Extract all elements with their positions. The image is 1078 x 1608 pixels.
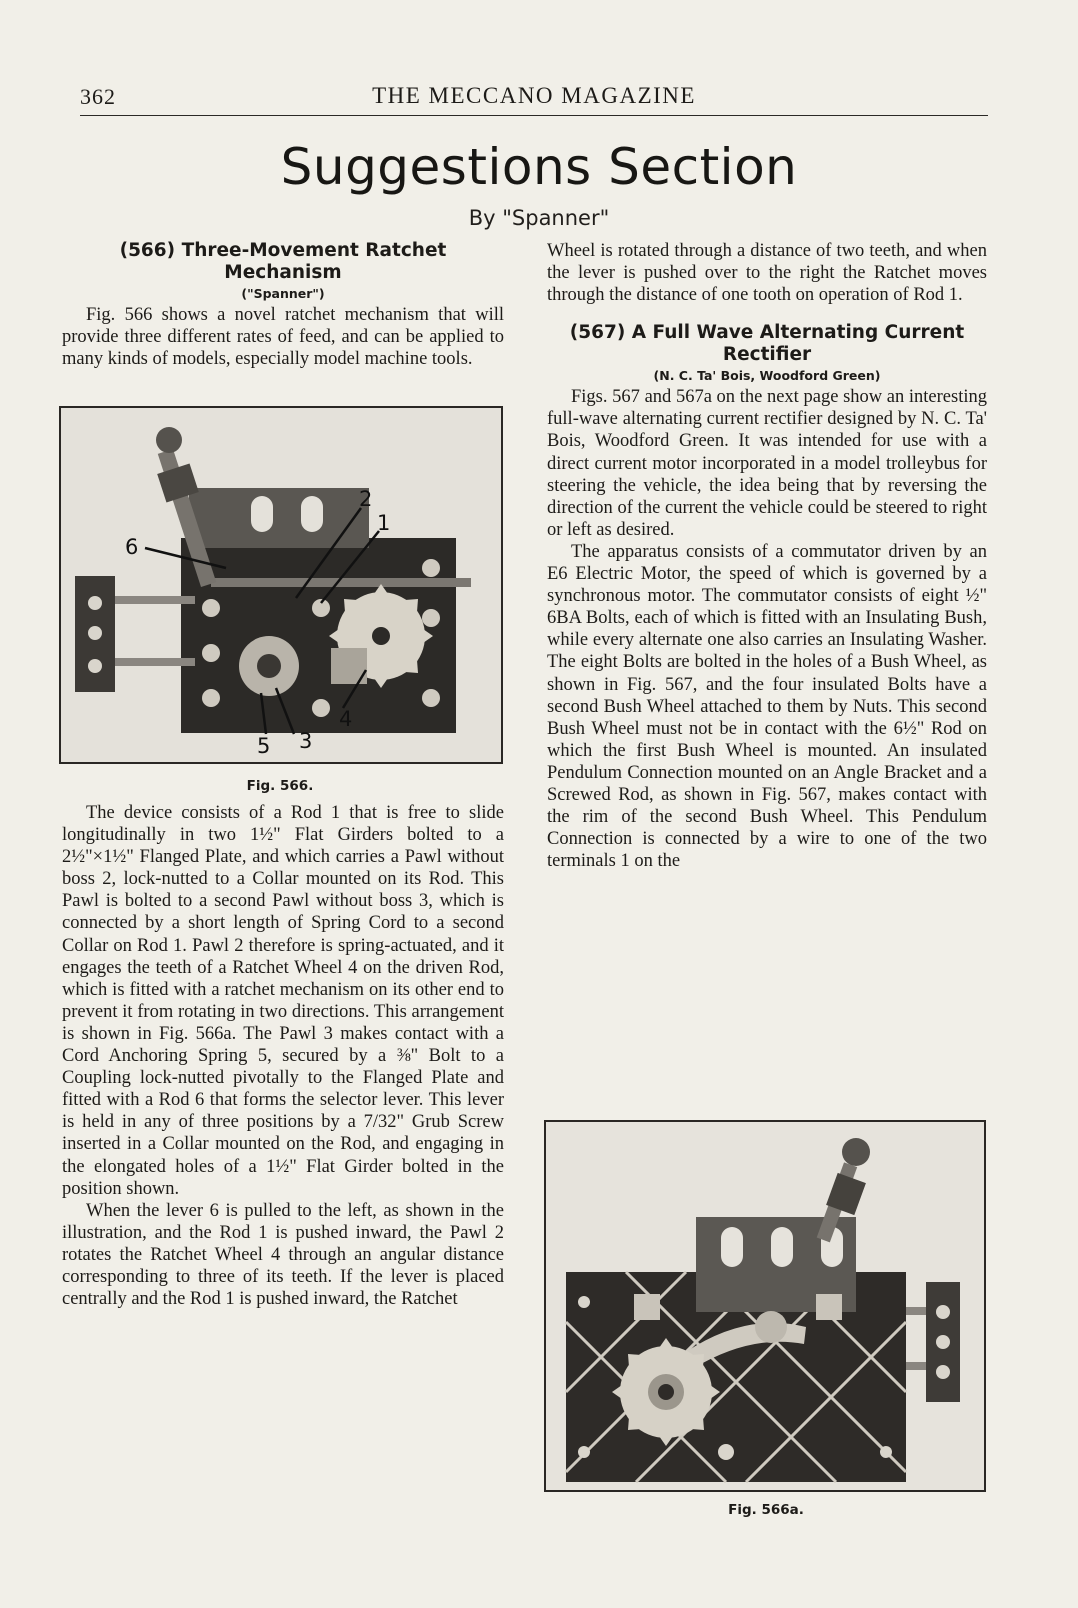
right-column bbox=[547, 240, 987, 872]
article-566-continuation: Wheel is rotated through a distance of two teeth, and when the lever is pushed over to the right the Ratchet moves through the distance of one tooth on operation of Rod 1. bbox=[547, 241, 987, 306]
article-567-body-2: The apparatus consists of a commutator driven by an E6 Electric Motor, the speed of which is governed by a synchronous motor. The commutator consists of eight ½" 6BA Bolts, each of which is fitted with an Insulating Bush, while every alternate one also carries an Insulating Washer. The eight Bolts are bolted in the holes of a Bush Wheel, as shown in Fig. 567, and the four insulated Bolts have a second Bush Wheel attached to them by Nuts. This second Bush Wheel must not be in contact with the 6½" Rod on which the first Bush Wheel is mounted. An insulated Pendulum Connection mounted on an Angle Bracket and a Screwed Rod, as shown in Fig. 567, makes contact with the rim of the second Bush Wheel. This Pendulum Connection is connected by a wire to one of the two terminals 1 on the bbox=[547, 541, 987, 872]
callout-1: 1 bbox=[377, 511, 391, 535]
figure-566-caption: Fig. 566. bbox=[246, 778, 314, 794]
figure-566-photo bbox=[59, 406, 503, 764]
article-567-body-1: Figs. 567 and 567a on the next page show an interesting full-wave alternating current rectifier designed by N. C. Ta' Bois, Woodford Green. It was intended for use with a direct current motor incorporated in a model trolleybus for steering the vehicle, the idea being that by reversing the direction of the current the vehicle could be steered to right or left as desired. bbox=[547, 387, 987, 540]
callout-4: 4 bbox=[339, 707, 353, 731]
figure-566a-caption: Fig. 566a. bbox=[728, 1502, 804, 1518]
article-567-contributor: (N. C. Ta' Bois, Woodford Green) bbox=[653, 368, 881, 384]
header-rule bbox=[80, 115, 988, 116]
callout-5: 5 bbox=[257, 734, 271, 758]
ratchet-mechanism-illustration bbox=[61, 408, 501, 762]
article-566-body-2: When the lever 6 is pulled to the left, as shown in the illustration, and the Rod 1 is pushed inward, the Pawl 2 rotates the Ratchet Wheel 4 through an angular distance corresponding to three of its teeth. If the lever is placed centrally and the Rod 1 is pushed inward, the Ratchet bbox=[62, 1200, 504, 1310]
article-566-body-1: The device consists of a Rod 1 that is free to slide longitudinally in two 1½" Flat Girders bolted to a 2½"×1½" Flanged Plate, and which carries a Pawl without boss 2, lock-nutted to a Collar mounted on its Rod. This Pawl is bolted to a second Pawl without boss 3, which is connected by a short length of Spring Cord to a second Collar on Rod 1. Pawl 2 therefore is spring-actuated, and it engages the teeth of a Ratchet Wheel 4 on the driven Rod, which is fitted with a ratchet mechanism on its other end to prevent it from rotating in two directions. This arrangement is shown in Fig. 566a. The Pawl 3 makes contact with a Cord Anchoring Spring 5, secured by a ⅜" Bolt to a Coupling lock-nutted pivotally to the Flanged Plate and fitted with a Rod 6 that forms the selector lever. This lever is held in any of three positions by a 7/32" Grub Screw inserted in a Collar mounted on the Rod, and engaging in the elongated holes of a 1½" Flat Girder bolted in the position shown. bbox=[62, 803, 504, 1199]
article-567-heading: (567) A Full Wave Alternating Current Rectifier bbox=[569, 322, 965, 366]
byline: By "Spanner" bbox=[468, 206, 610, 230]
callout-2: 2 bbox=[359, 487, 373, 511]
article-566-contributor: ("Spanner") bbox=[241, 286, 325, 301]
callout-6: 6 bbox=[125, 535, 139, 559]
ratchet-mechanism-rear-illustration bbox=[546, 1122, 984, 1490]
page-number: 362 bbox=[80, 84, 116, 109]
article-566-body-block bbox=[62, 802, 504, 1310]
figure-566a-photo bbox=[544, 1120, 986, 1492]
article-566-intro: Fig. 566 shows a novel ratchet mechanism that will provide three different rates of feed, and can be applied to many kinds of models, especially model machine tools. bbox=[62, 305, 504, 370]
magazine-title: THE MECCANO MAGAZINE bbox=[372, 83, 696, 108]
callout-3: 3 bbox=[299, 729, 313, 753]
section-title: Suggestions Section bbox=[280, 138, 798, 196]
article-566-heading: (566) Three-Movement Ratchet Mechanism bbox=[119, 240, 447, 283]
page-header bbox=[80, 80, 988, 112]
article-566-intro-block bbox=[62, 240, 504, 370]
